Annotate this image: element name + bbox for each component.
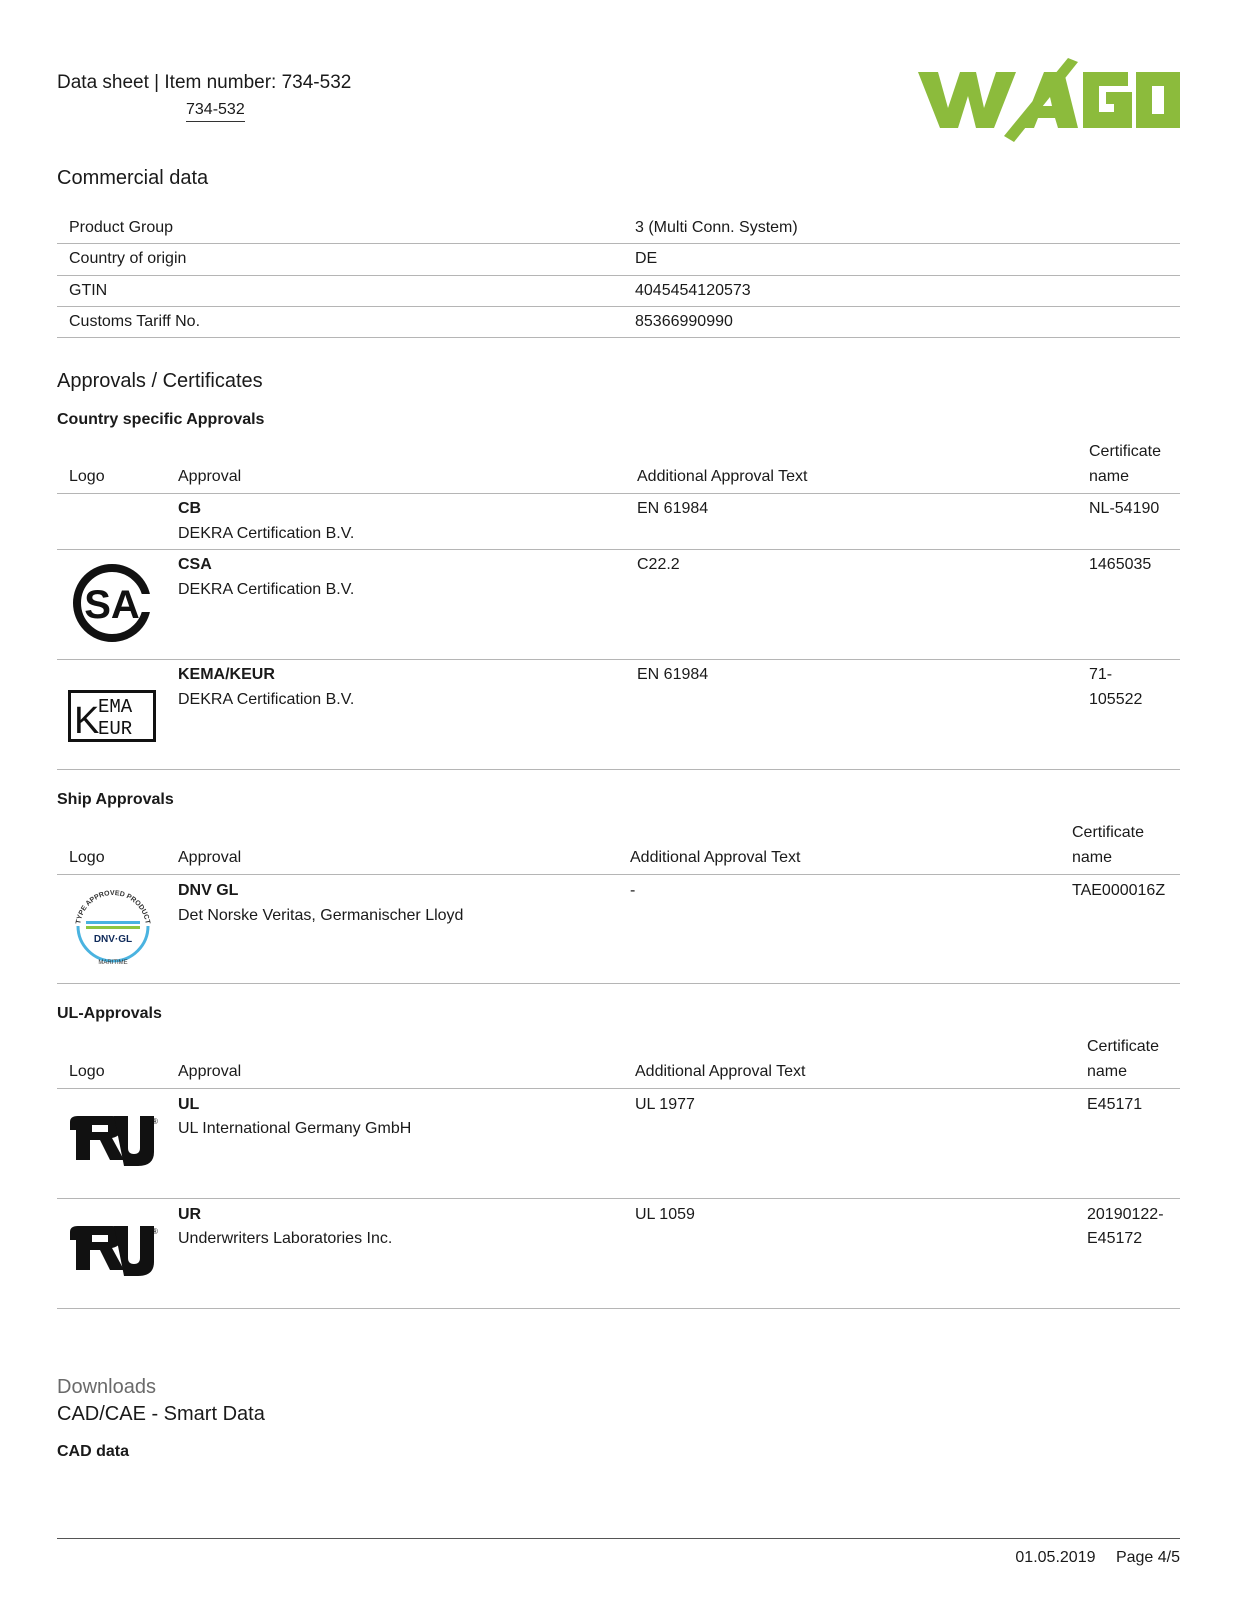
column-header-approval: Approval	[178, 468, 242, 485]
column-header-certificate: Certificate	[1087, 1038, 1160, 1055]
column-header-additional-text: Additional Approval Text	[637, 468, 808, 485]
row-divider	[57, 493, 1180, 494]
commercial-value: 3 (Multi Conn. System)	[635, 219, 798, 236]
svg-text:K: K	[74, 700, 100, 742]
column-header-additional-text: Additional Approval Text	[630, 849, 801, 866]
certificate-name: TAE000016Z	[1072, 882, 1166, 899]
certificate-name-cont: E45172	[1087, 1230, 1143, 1247]
svg-text:®: ®	[152, 1227, 158, 1236]
footer-date: 01.05.2019	[1015, 1549, 1096, 1566]
row-divider	[57, 549, 1180, 550]
item-number-link[interactable]: 734-532	[186, 101, 245, 122]
approval-text: UL 1977	[635, 1096, 695, 1113]
row-divider	[57, 874, 1180, 875]
dnv-logo-mid-text: DNV·GL	[93, 934, 133, 945]
ur-logo-icon	[68, 1112, 158, 1170]
commercial-value: 4045454120573	[635, 282, 751, 299]
commercial-label: GTIN	[69, 282, 108, 299]
column-header-certificate-name: name	[1089, 468, 1130, 485]
commercial-label: Customs Tariff No.	[69, 313, 201, 330]
approval-org: UL International Germany GmbH	[178, 1120, 412, 1137]
certificate-name: NL-54190	[1089, 500, 1160, 517]
commercial-value: DE	[635, 250, 658, 267]
column-header-certificate: Certificate	[1072, 824, 1145, 841]
approval-name: UR	[178, 1206, 202, 1223]
svg-text:TYPE APPROVED PRODUCT	[75, 890, 151, 925]
ur-logo-icon	[68, 1222, 158, 1280]
certificate-name: 71-	[1089, 666, 1113, 683]
commercial-data-heading: Commercial data	[57, 167, 209, 189]
approval-name: CSA	[178, 556, 212, 573]
certificate-name: 1465035	[1089, 556, 1152, 573]
row-divider	[57, 769, 1180, 770]
page-number: Page 4/5	[1115, 1549, 1180, 1566]
downloads-heading: Downloads	[57, 1376, 156, 1398]
downloads-subheading: CAD/CAE - Smart Data	[57, 1403, 265, 1425]
column-header-certificate-name: name	[1072, 849, 1113, 866]
wago-logo-icon	[918, 56, 1180, 146]
approval-org: DEKRA Certification B.V.	[178, 525, 355, 542]
csa-logo-icon	[72, 558, 152, 648]
row-divider	[57, 983, 1180, 984]
column-header-logo: Logo	[69, 849, 105, 866]
dnv-logo-top-text: TYPE APPROVED PRODUCT	[75, 889, 151, 925]
country-approvals-heading: Country specific Approvals	[57, 411, 265, 428]
approval-name: UL	[178, 1096, 200, 1113]
commercial-label: Product Group	[69, 219, 174, 236]
approval-name: CB	[178, 500, 202, 517]
column-header-approval: Approval	[178, 1063, 242, 1080]
row-divider	[57, 1088, 1180, 1089]
commercial-label: Country of origin	[69, 250, 187, 267]
svg-text:SA: SA	[84, 583, 140, 627]
row-divider	[57, 1308, 1180, 1309]
row-divider	[57, 306, 1180, 307]
approval-text: EN 61984	[637, 666, 709, 683]
certificate-name: 20190122-	[1087, 1206, 1164, 1223]
column-header-additional-text: Additional Approval Text	[635, 1063, 806, 1080]
svg-text:EMA: EMA	[98, 696, 133, 718]
column-header-approval: Approval	[178, 849, 242, 866]
kema-keur-logo-icon	[68, 690, 156, 742]
svg-text:®: ®	[152, 1117, 158, 1126]
cad-data-heading: CAD data	[57, 1443, 130, 1460]
approval-text: EN 61984	[637, 500, 709, 517]
svg-text:EUR: EUR	[98, 718, 133, 740]
ship-approvals-heading: Ship Approvals	[57, 791, 174, 808]
certificate-name-cont: 105522	[1089, 691, 1143, 708]
column-header-logo: Logo	[69, 468, 105, 485]
row-divider	[57, 659, 1180, 660]
dnv-gl-logo-icon	[72, 888, 154, 966]
dnv-logo-bottom-text: MARITIME	[98, 960, 128, 966]
approval-org: DEKRA Certification B.V.	[178, 691, 355, 708]
approval-org: DEKRA Certification B.V.	[178, 581, 355, 598]
approvals-heading: Approvals / Certificates	[57, 370, 263, 392]
row-divider	[57, 337, 1180, 338]
row-divider	[57, 275, 1180, 276]
commercial-value: 85366990990	[635, 313, 733, 330]
ul-approvals-heading: UL-Approvals	[57, 1005, 162, 1022]
approval-name: KEMA/KEUR	[178, 666, 275, 683]
approval-org: Underwriters Laboratories Inc.	[178, 1230, 393, 1247]
approval-text: C22.2	[637, 556, 680, 573]
page-title: Data sheet | Item number: 734-532	[57, 72, 352, 93]
row-divider	[57, 243, 1180, 244]
column-header-logo: Logo	[69, 1063, 105, 1080]
certificate-name: E45171	[1087, 1096, 1143, 1113]
approval-org: Det Norske Veritas, Germanischer Lloyd	[178, 907, 464, 924]
approval-text: UL 1059	[635, 1206, 695, 1223]
row-divider	[57, 1198, 1180, 1199]
column-header-certificate: Certificate	[1089, 443, 1162, 460]
footer-divider	[57, 1538, 1180, 1539]
approval-text: -	[630, 882, 636, 899]
column-header-certificate-name: name	[1087, 1063, 1128, 1080]
approval-name: DNV GL	[178, 882, 239, 899]
footer	[999, 1549, 1180, 1567]
